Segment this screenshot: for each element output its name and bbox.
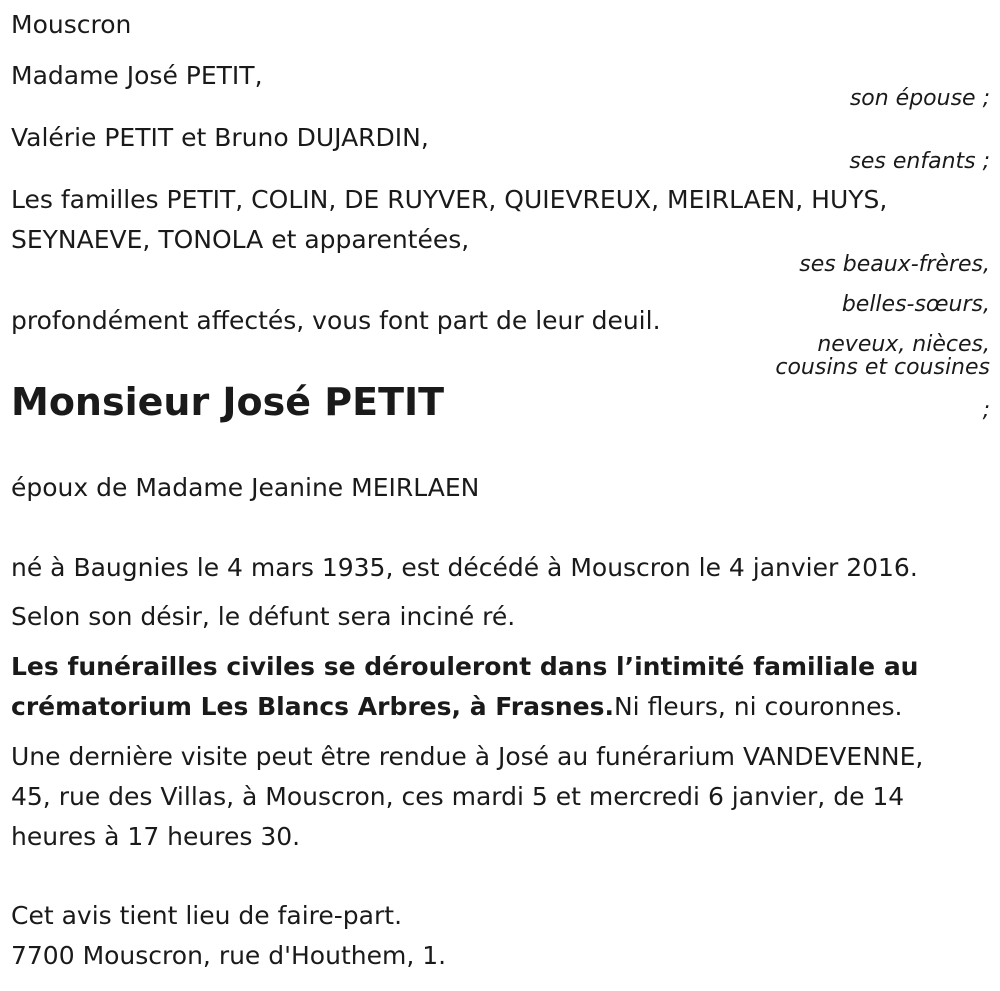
funeral-info-line-2	[11, 691, 902, 723]
families-relation-5: ;	[982, 398, 990, 423]
city-heading: Mouscron	[11, 10, 132, 39]
deceased-name: Monsieur José PETIT	[11, 380, 445, 424]
children-names: Valérie PETIT et Bruno DUJARDIN,	[11, 123, 429, 152]
cremation-wish: Selon son désir, le défunt sera inciné ré.	[11, 602, 516, 631]
funeral-location: crématorium Les Blancs Arbres, à Frasnes.	[11, 692, 614, 721]
wife-relation: son épouse ;	[849, 86, 990, 111]
address-line: 7700 Mouscron, rue d'Houthem, 1.	[11, 941, 447, 970]
visit-line-3: heures à 17 heures 30.	[11, 822, 301, 851]
spouse-line: époux de Madame Jeanine MEIRLAEN	[11, 473, 480, 502]
visit-line-1: Une dernière visite peut être rendue à José au funérarium VANDEVENNE,	[11, 742, 924, 771]
visit-line-2: 45, rue des Villas, à Mouscron, ces mardi 5 et mercredi 6 janvier, de 14	[11, 782, 905, 811]
no-flowers-note: Ni fleurs, ni couronnes.	[613, 692, 903, 721]
notice-line: Cet avis tient lieu de faire-part.	[11, 901, 403, 930]
families-relation-1: ses beaux-frères,	[799, 252, 990, 277]
birth-death-line: né à Baugnies le 4 mars 1935, est décédé à Mouscron le 4 janvier 2016.	[11, 553, 918, 582]
wife-name: Madame José PETIT,	[11, 61, 263, 90]
grief-announcement: profondément affectés, vous font part de leur deuil.	[11, 306, 661, 335]
families-relation-3: neveux, nièces,	[817, 332, 990, 357]
families-relation-2: belles-sœurs,	[841, 292, 990, 317]
children-relation: ses enfants ;	[849, 149, 990, 174]
families-line-1: Les familles PETIT, COLIN, DE RUYVER, QUIEVREUX, MEIRLAEN, HUYS,	[11, 185, 888, 214]
families-relation-4: cousins et cousines	[775, 355, 990, 380]
families-line-2: SEYNAEVE, TONOLA et apparentées,	[11, 225, 470, 254]
funeral-info-line-1: Les funérailles civiles se dérouleront dans l’intimité familiale au	[11, 652, 919, 681]
